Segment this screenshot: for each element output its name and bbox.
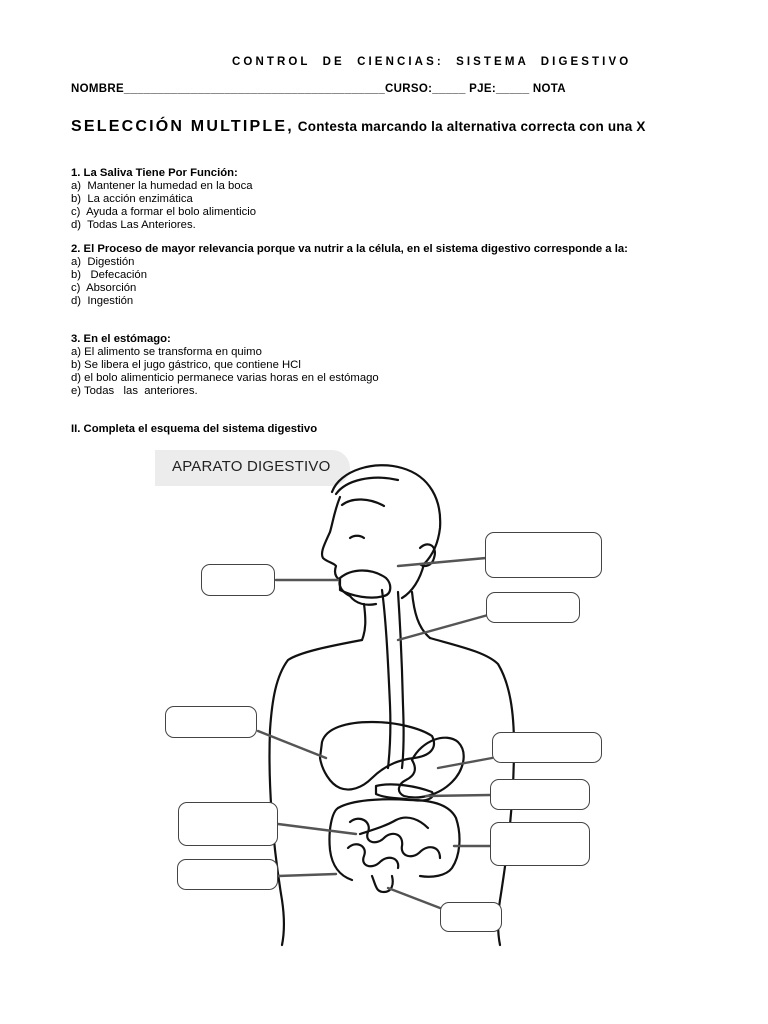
liver — [320, 722, 434, 790]
question-2-option-d: d) Ingestión — [71, 294, 134, 307]
document-title: CONTROL DE CIENCIAS: SISTEMA DIGESTIVO — [232, 56, 632, 68]
pancreas — [376, 784, 433, 800]
esophagus — [382, 590, 404, 768]
section2-heading: II. Completa el esquema del sistema digestivo — [71, 423, 318, 435]
large-intestine — [329, 799, 459, 880]
leader-teeth — [398, 558, 486, 566]
label-box-mouth[interactable] — [201, 564, 275, 596]
neck-left — [362, 604, 365, 640]
label-box-large-intestine[interactable] — [490, 822, 590, 866]
question-3-option-e: e) Todas las anteriores. — [71, 384, 198, 397]
section1-heading — [71, 118, 646, 136]
question-3-option-a: a) El alimento se transforma en quimo — [71, 345, 262, 358]
label-box-esophagus[interactable] — [486, 592, 580, 623]
label-box-salivary-glands[interactable] — [485, 532, 602, 578]
question-3-option-d: d) el bolo alimenticio permanece varias horas en el estómago — [71, 371, 379, 384]
small-intestine — [348, 818, 440, 868]
label-box-small-intestine[interactable] — [178, 802, 278, 846]
leader-pancreas — [426, 795, 490, 796]
section1-instruction: Contesta marcando la alternativa correcta con una X — [293, 119, 646, 134]
question-1-option-c: c) Ayuda a formar el bolo alimenticio — [71, 205, 257, 218]
question-2 — [71, 243, 697, 308]
leader-small-intestine — [278, 824, 356, 834]
eye — [350, 536, 364, 538]
question-1-text: 1. La Saliva Tiene Por Función: — [71, 167, 238, 179]
question-2-text: 2. El Proceso de mayor relevancia porque va nutrir a la célula, en el sistema digestivo corresponde a la: — [71, 243, 628, 255]
leader-esophagus — [398, 615, 488, 640]
question-3-option-b: b) Se libera el jugo gástrico, que contiene HCl — [71, 358, 301, 371]
stomach — [399, 738, 464, 798]
question-3-text: 3. En el estómago: — [71, 333, 171, 345]
question-2-option-c: c) Absorción — [71, 281, 137, 294]
leader-anus — [388, 888, 440, 908]
student-info-line: NOMBRE_______________________________________CURSO:_____ PJE:_____ NOTA — [71, 83, 566, 95]
question-2-option-a: a) Digestión — [71, 255, 135, 268]
leader-stomach — [438, 758, 492, 768]
label-box-gallbladder[interactable] — [177, 859, 278, 890]
question-1-option-d: d) Todas Las Anteriores. — [71, 218, 196, 231]
left-shoulder — [270, 640, 363, 945]
section1-heading-label: SELECCIÓN MULTIPLE, — [71, 118, 294, 135]
question-2-option-b: b) Defecación — [71, 268, 147, 281]
question-1 — [71, 167, 256, 232]
question-1-option-a: a) Mantener la humedad en la boca — [71, 179, 253, 192]
diagram-title: APARATO DIGESTIVO — [172, 458, 331, 475]
label-box-stomach[interactable] — [492, 732, 602, 763]
face-profile — [322, 497, 376, 605]
hair — [336, 478, 398, 506]
question-1-option-b: b) La acción enzimática — [71, 192, 193, 205]
label-box-anus[interactable] — [440, 902, 502, 932]
label-box-liver[interactable] — [165, 706, 257, 738]
label-box-pancreas[interactable] — [490, 779, 590, 810]
leader-liver — [258, 731, 326, 758]
question-3 — [71, 333, 379, 398]
leader-large-intestine — [278, 874, 336, 876]
